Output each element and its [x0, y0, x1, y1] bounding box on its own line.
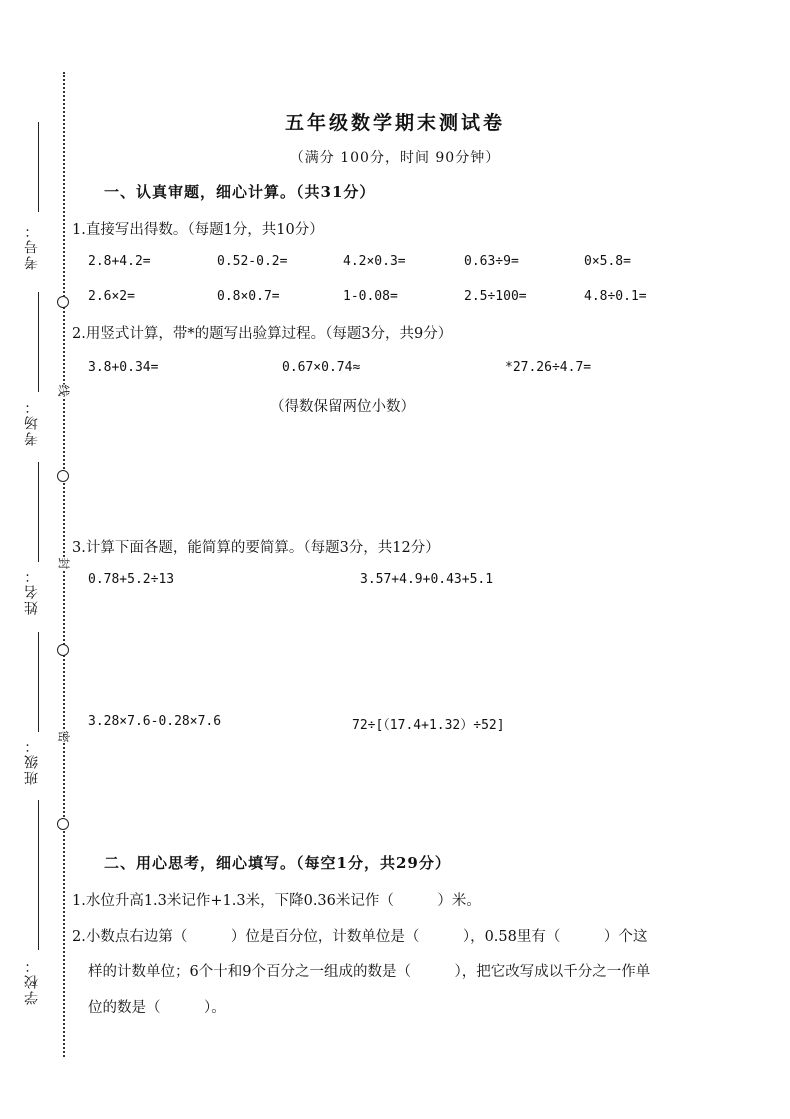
q3-item: 72÷[（17.4+1.32）÷52]	[352, 718, 505, 733]
exam-number-label: 考号：	[24, 222, 40, 270]
q2-note: （得数保留两位小数）	[270, 399, 415, 415]
page-subtitle: （满分 100分，时间 90分钟）	[289, 150, 501, 166]
seal-char-seal: 封	[54, 557, 75, 569]
class-label: 班级：	[24, 737, 40, 785]
q3-item: 0.78+5.2÷13	[88, 572, 175, 587]
school-label: 学校：	[24, 957, 40, 1005]
page-title: 五年级数学期末测试卷	[284, 112, 505, 134]
binding-hole	[57, 296, 69, 308]
q2-item: *27.26÷4.7=	[505, 360, 592, 375]
exam-room-label: 考场：	[24, 398, 40, 446]
q3-prompt: 3.计算下面各题，能简算的要简算。（每题3分，共12分）	[72, 540, 440, 556]
q3-item: 3.57+4.9+0.43+5.1	[360, 572, 494, 587]
s2-q1: 1.水位升高1.3米记作+1.3米，下降0.36米记作（ ）米。	[72, 893, 481, 909]
q2-item: 0.67×0.74≈	[282, 360, 361, 375]
s2-q2-line3: 位的数是（ ）。	[88, 1000, 226, 1016]
s2-q2-line2: 样的计数单位；6个十和9个百分之一组成的数是（ ），把它改写成以千分之一作单	[88, 964, 651, 980]
q1-item: 0.52-0.2=	[217, 254, 288, 269]
q2-item: 3.8+0.34=	[88, 360, 159, 375]
exam-number-blank[interactable]	[38, 122, 39, 212]
name-label: 姓名：	[24, 567, 40, 615]
q1-item: 2.6×2=	[88, 289, 135, 304]
q1-item: 2.5÷100=	[464, 289, 527, 304]
binding-hole	[57, 818, 69, 830]
q1-item: 4.2×0.3=	[343, 254, 406, 269]
exam-room-blank[interactable]	[38, 292, 39, 392]
name-blank[interactable]	[38, 462, 39, 562]
q1-prompt: 1.直接写出得数。（每题1分，共10分）	[72, 222, 324, 238]
binding-hole	[57, 644, 69, 656]
q1-item: 0×5.8=	[584, 254, 631, 269]
s2-q2-line1: 2.小数点右边第（ ）位是百分位，计数单位是（ ），0.58里有（ ）个这	[72, 929, 648, 945]
section1-heading: 一、认真审题，细心计算。（共31分）	[104, 183, 376, 201]
section2-heading: 二、用心思考，细心填写。（每空1分，共29分）	[104, 854, 451, 872]
seal-char-line: 线	[54, 384, 75, 396]
q1-item: 0.8×0.7=	[217, 289, 280, 304]
seal-char-dense: 密	[54, 730, 75, 742]
q1-item: 4.8÷0.1=	[584, 289, 647, 304]
class-blank[interactable]	[38, 632, 39, 732]
q1-item: 0.63÷9=	[464, 254, 519, 269]
q1-item: 1-0.08=	[343, 289, 398, 304]
q3-item: 3.28×7.6-0.28×7.6	[88, 714, 222, 729]
school-blank[interactable]	[38, 800, 39, 950]
q2-prompt: 2.用竖式计算，带*的题写出验算过程。（每题3分，共9分）	[72, 326, 453, 342]
binding-hole	[57, 470, 69, 482]
q1-item: 2.8+4.2=	[88, 254, 151, 269]
